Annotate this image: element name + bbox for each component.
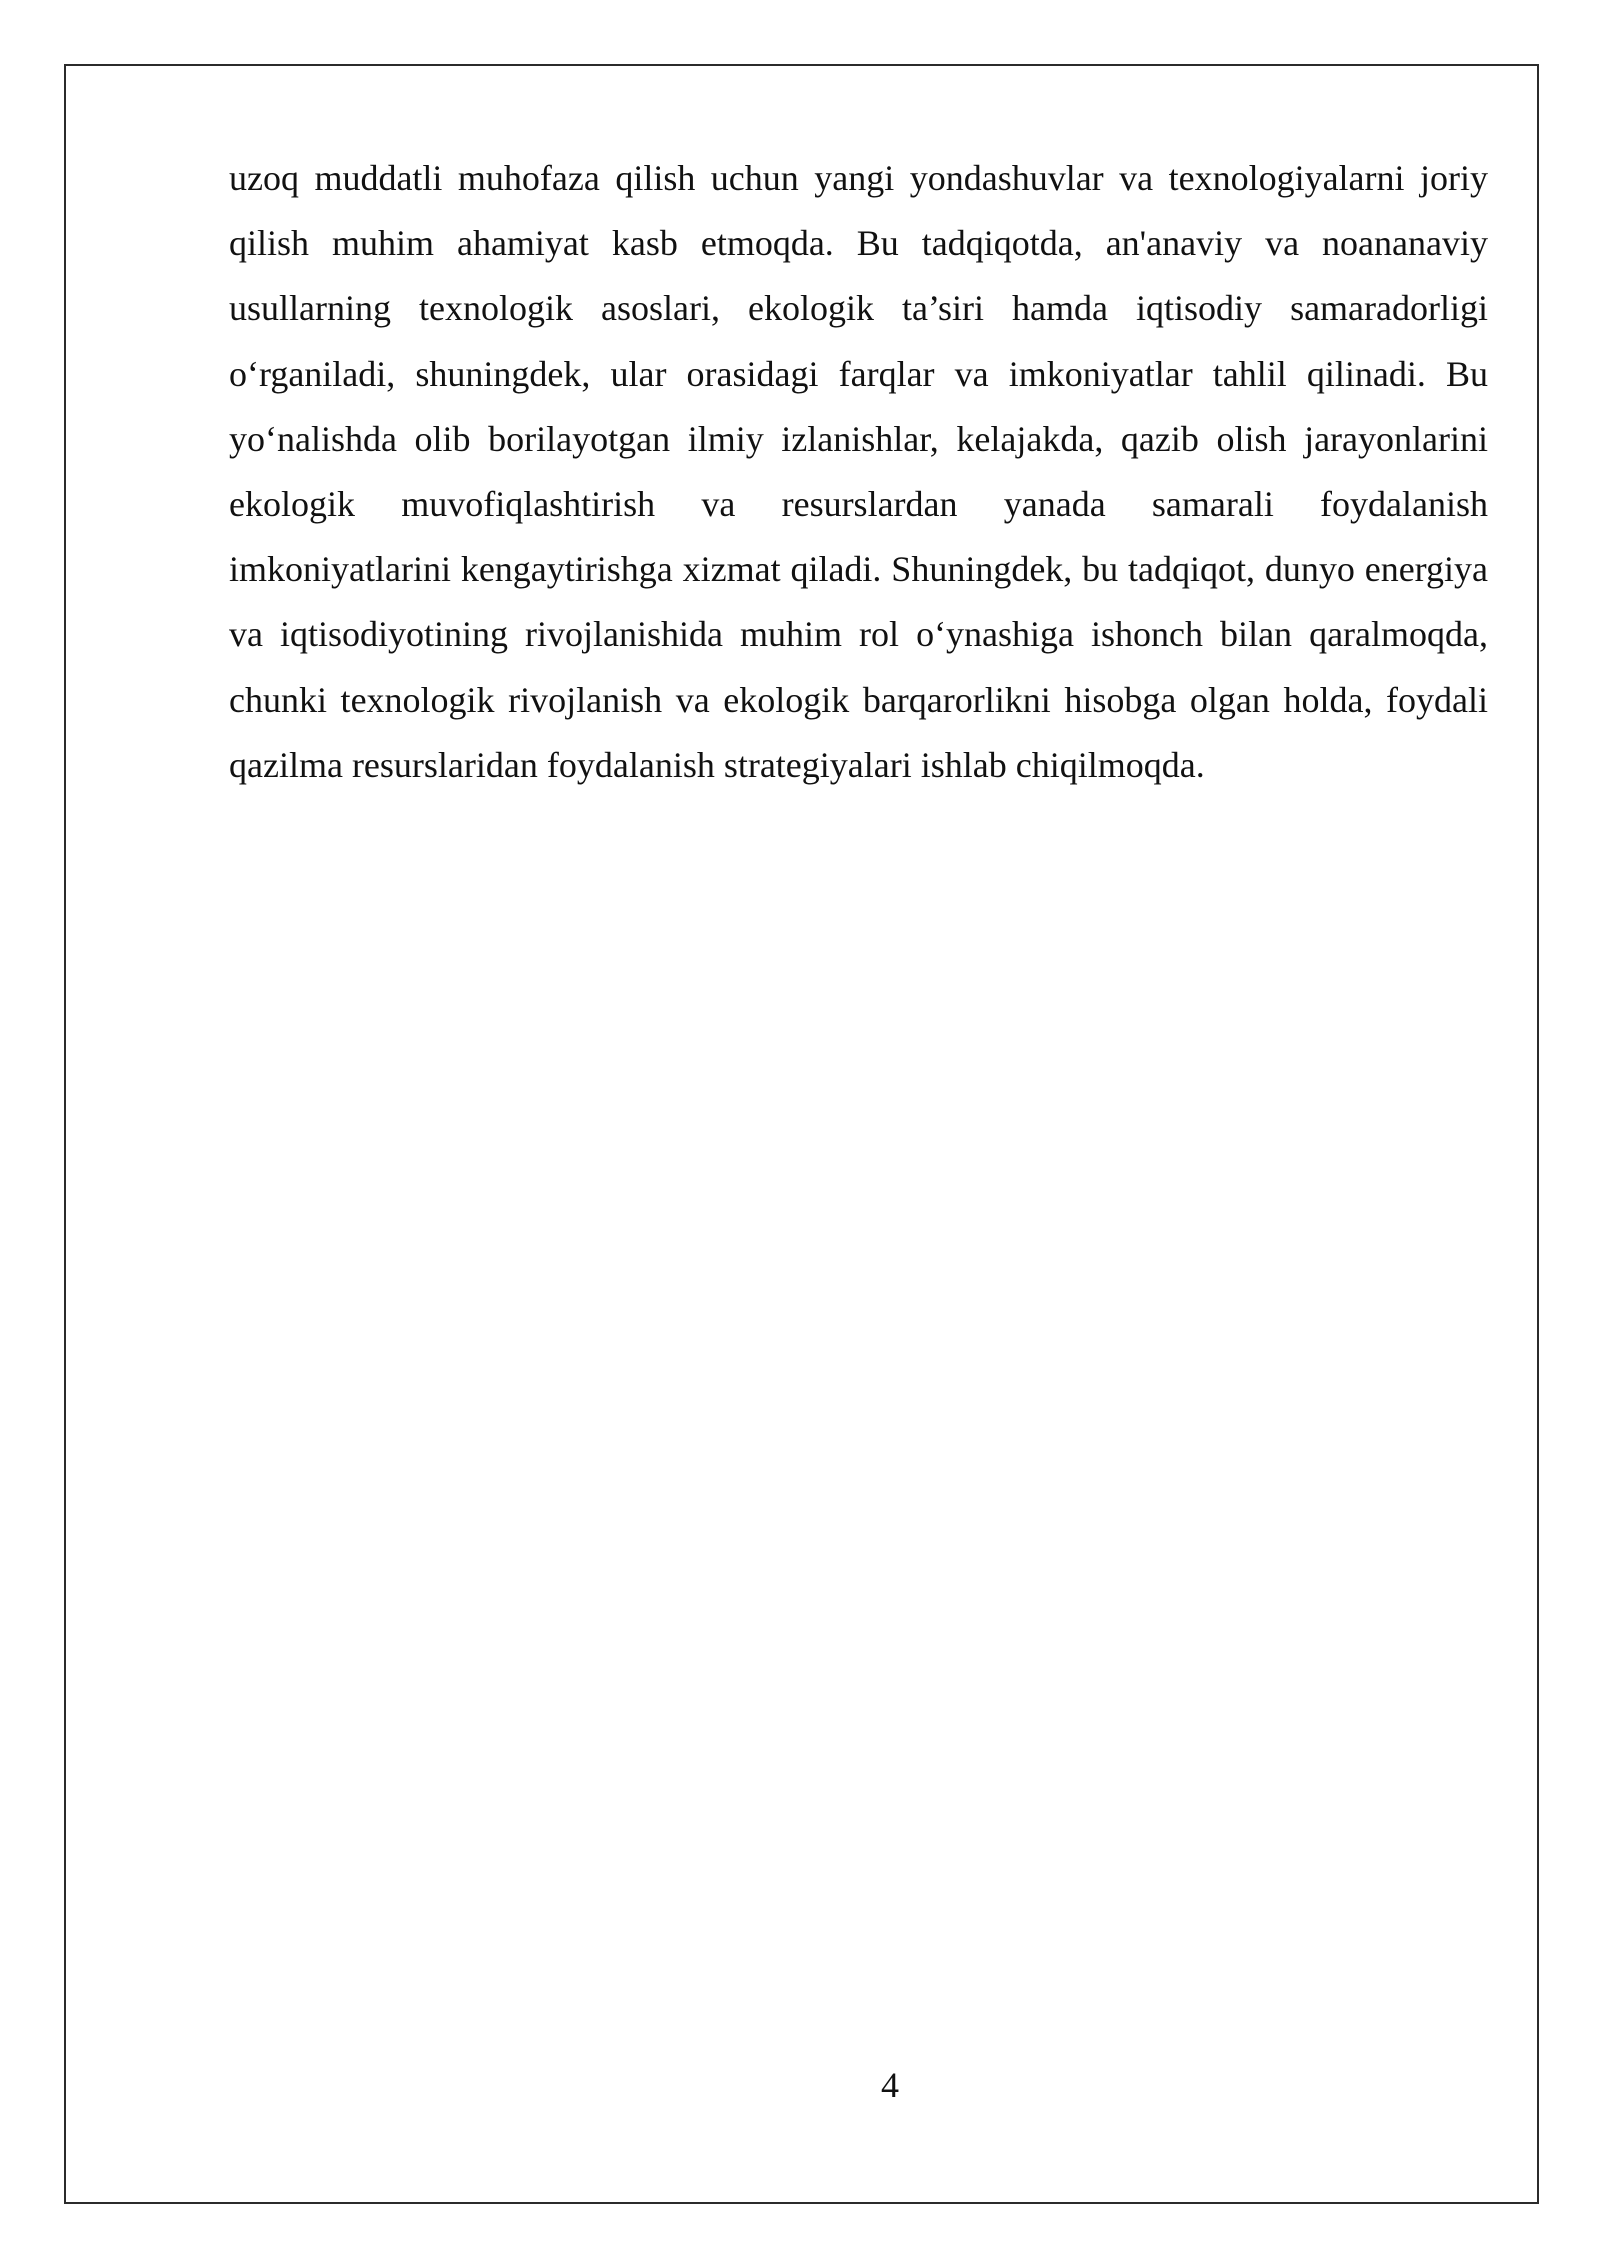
page-number: 4 [881,2065,899,2105]
body-paragraph: uzoq muddatli muhofaza qilish uchun yangi yondashuvlar va texnologiyalarni joriy qilish muhim ahamiyat kasb etmoqda. Bu tadqiqotda, an'anaviy va noananaviy usullarning texnologik asoslari, ekologik ta’siri hamda iqtisodiy samaradorligi o‘rganiladi, shuningdek, ular orasidagi farqlar va imkoniyatlar tahlil qilinadi. Bu yo‘nalishda olib borilayotgan ilmiy izlanishlar, kelajakda, qazib olish jarayonlarini ekologik muvofiqlashtirish va resurslardan yanada samarali foydalanish imkoniyatlarini kengaytirishga xizmat qiladi. Shuningdek, bu tadqiqot, dunyo energiya va iqtisodiyotining rivojlanishida muhim rol o‘ynashiga ishonch bilan qaralmoqda, chunki texnologik rivojlanish va ekologik barqarorlikni hisobga olgan holda, foydali qazilma resurslaridan foydalanish strategiyalari ishlab chiqilmoqda. [229,158,1488,785]
